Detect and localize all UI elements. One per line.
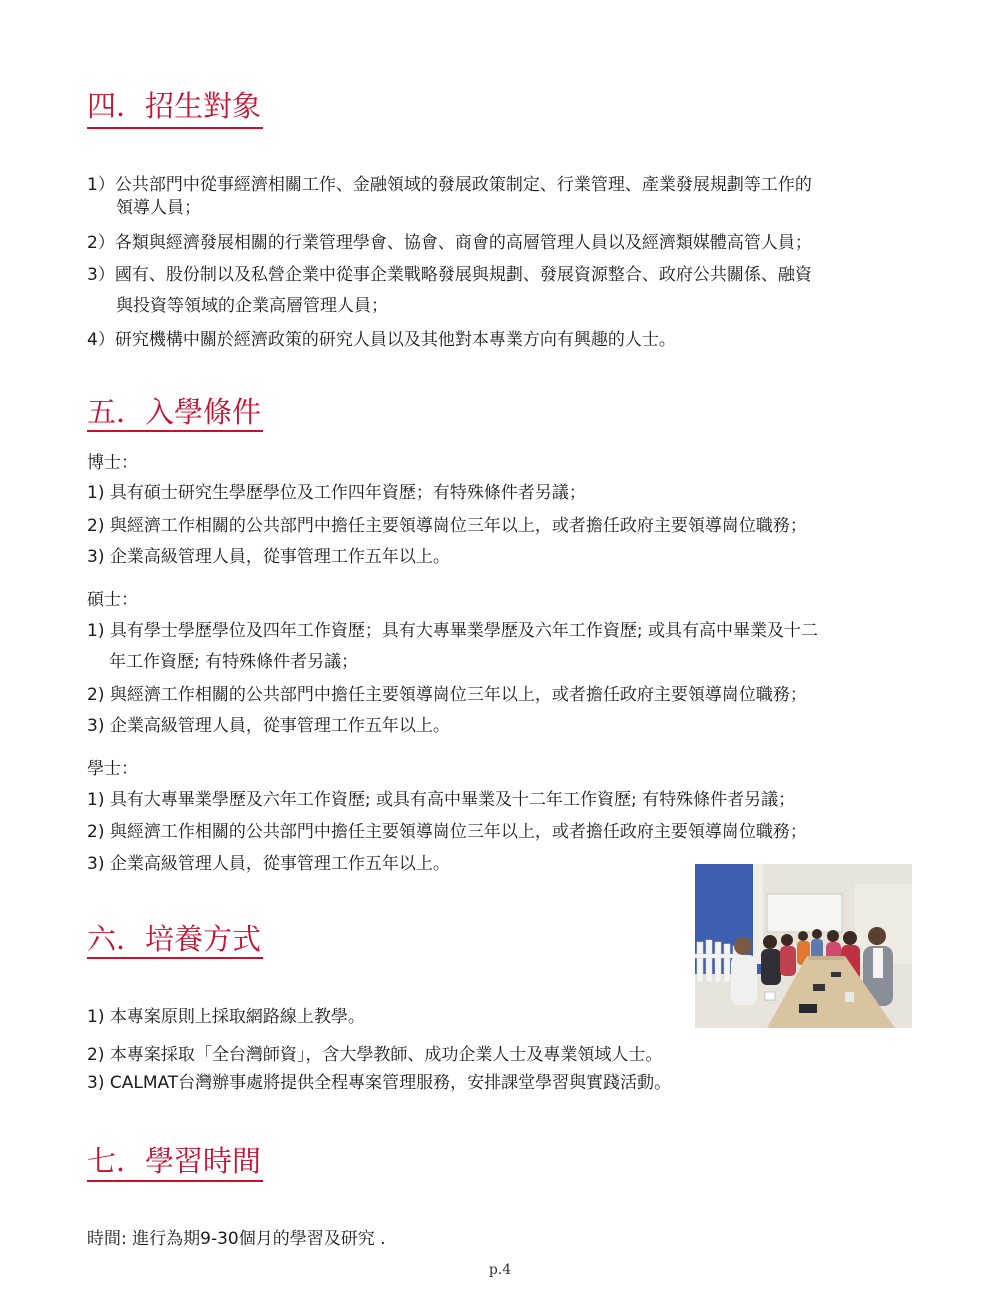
- phd-line-1: 1) 具有碩士研究生學歷學位及工作四年資歷；有特殊條件者另議；: [87, 483, 586, 503]
- section-underline: [87, 127, 263, 129]
- bachelor-line-1: 1) 具有大專畢業學歷及六年工作資歷; 或具有高中畢業及十二年工作資歷; 有特殊條件者另議；: [87, 790, 796, 810]
- section-title-study-period: 七．學習時間: [87, 1144, 262, 1178]
- sec6-line-3: 3) CALMAT台灣辦事處將提供全程專案管理服務，安排課堂學習與實踐活動。: [87, 1073, 672, 1093]
- section-underline: [87, 1180, 263, 1182]
- classroom-photo-image: [695, 864, 912, 1028]
- sec4-line-3: 3）國有、股份制以及私營企業中從事企業戰略發展與規劃、發展資源整合、政府公共關係、融資: [87, 265, 812, 285]
- study-time-line: 時間: 進行為期9-30個月的學習及研究 .: [87, 1229, 386, 1249]
- phd-line-3: 3) 企業高級管理人員，從事管理工作五年以上。: [87, 547, 450, 567]
- sec4-line-2: 2）各類與經濟發展相關的行業管理學會、協會、商會的高層管理人員以及經濟類媒體高管人員；: [87, 233, 812, 253]
- masters-line-1-cont: 年工作資歷; 有特殊條件者另議；: [109, 652, 359, 672]
- masters-line-2: 2) 與經濟工作相關的公共部門中擔任主要領導崗位三年以上，或者擔任政府主要領導崗位職務；: [87, 685, 807, 705]
- section-title-admission-targets: 四．招生對象: [87, 89, 262, 123]
- sec4-line-3-cont: 與投資等領域的企業高層管理人員；: [116, 296, 388, 316]
- phd-line-2: 2) 與經濟工作相關的公共部門中擔任主要領導崗位三年以上，或者擔任政府主要領導崗位職務；: [87, 516, 807, 536]
- bachelor-heading: 學士：: [87, 759, 138, 779]
- sec4-line-1-cont: 領導人員；: [116, 198, 201, 218]
- sec6-line-1: 1) 本專案原則上採取網路線上教學。: [87, 1007, 365, 1027]
- phd-heading: 博士：: [87, 453, 138, 473]
- section-underline: [87, 430, 263, 432]
- section-underline: [87, 957, 263, 959]
- page-number: p.4: [488, 1262, 512, 1278]
- classroom-photo: [695, 864, 912, 1028]
- bachelor-line-2: 2) 與經濟工作相關的公共部門中擔任主要領導崗位三年以上，或者擔任政府主要領導崗位職務；: [87, 822, 807, 842]
- section-title-training-method: 六．培養方式: [87, 922, 262, 956]
- masters-heading: 碩士：: [87, 590, 138, 610]
- masters-line-1: 1) 具有學士學歷學位及四年工作資歷；具有大專畢業學歷及六年工作資歷; 或具有高中畢業及十二: [87, 621, 818, 641]
- sec4-line-1: 1）公共部門中從事經濟相關工作、金融領域的發展政策制定、行業管理、產業發展規劃等工作的: [87, 175, 812, 195]
- section-title-admission-requirements: 五．入學條件: [87, 395, 262, 429]
- sec6-line-2: 2) 本專案採取「全台灣師資」，含大學教師、成功企業人士及專業領域人士。: [87, 1045, 663, 1065]
- masters-line-3: 3) 企業高級管理人員，從事管理工作五年以上。: [87, 716, 450, 736]
- bachelor-line-3: 3) 企業高級管理人員，從事管理工作五年以上。: [87, 854, 450, 874]
- sec4-line-4: 4）研究機構中關於經濟政策的研究人員以及其他對本專業方向有興趣的人士。: [87, 330, 676, 350]
